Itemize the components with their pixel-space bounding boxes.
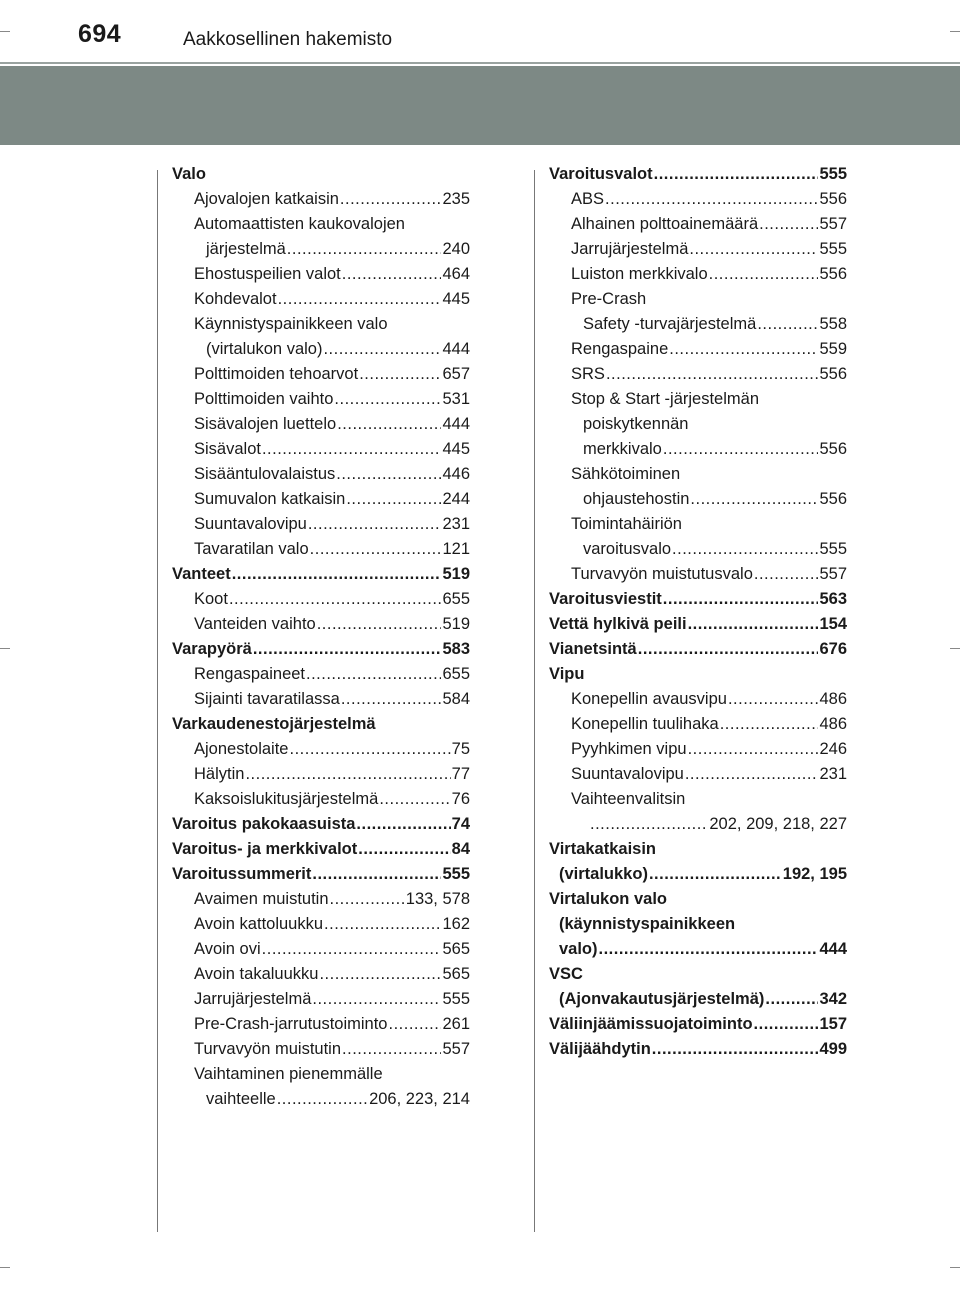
entry-term: (Ajonvakautusjärjestelmä)	[559, 990, 765, 1008]
entry-term: Pre-Crash	[571, 290, 647, 308]
dot-leader	[663, 437, 819, 462]
index-entry	[549, 887, 847, 912]
dot-leader	[324, 912, 441, 937]
entry-term: ohjaustehostin	[583, 490, 690, 508]
dot-leader	[757, 312, 818, 337]
index-entry	[172, 712, 470, 737]
entry-page: 556	[819, 265, 847, 283]
index-column-left	[172, 162, 470, 1112]
entry-page: 531	[442, 390, 470, 408]
entry-page: 557	[442, 1040, 470, 1058]
entry-term: Varoitussummerit	[172, 865, 312, 883]
index-entry	[549, 187, 847, 212]
entry-term: Virtakatkaisin	[549, 840, 657, 858]
entry-page: 445	[442, 290, 470, 308]
index-entry	[549, 437, 847, 462]
entry-term: Rengaspaine	[571, 340, 669, 358]
entry-term: Toimintahäiriön	[571, 515, 682, 533]
index-entry	[549, 937, 847, 962]
entry-page: 555	[819, 540, 847, 558]
index-entry	[172, 462, 470, 487]
dot-leader	[765, 987, 818, 1012]
dot-leader	[262, 437, 442, 462]
header-band	[0, 66, 960, 145]
entry-term: Vanteet	[172, 565, 231, 583]
dot-leader	[638, 637, 819, 662]
index-entry	[549, 787, 847, 812]
dot-leader	[652, 1037, 819, 1062]
dot-leader	[346, 487, 441, 512]
index-entry	[172, 862, 470, 887]
crop-mark	[950, 1267, 960, 1268]
index-entry	[549, 1037, 847, 1062]
entry-page: 563	[819, 590, 847, 608]
entry-term: Avoin takaluukku	[194, 965, 319, 983]
dot-leader	[688, 737, 819, 762]
index-entry	[549, 487, 847, 512]
dot-leader	[278, 287, 442, 312]
dot-leader	[605, 187, 818, 212]
entry-page: 555	[819, 165, 847, 183]
crop-mark	[950, 31, 960, 32]
entry-page: 75	[451, 740, 470, 758]
index-entry	[172, 237, 470, 262]
entry-page: 655	[442, 665, 470, 683]
entry-term: Varapyörä	[172, 640, 252, 658]
index-entry	[549, 687, 847, 712]
index-entry	[549, 662, 847, 687]
entry-term: Ajovalojen katkaisin	[194, 190, 339, 208]
entry-term: Ajonestolaite	[194, 740, 289, 758]
dot-leader	[606, 362, 819, 387]
entry-page: 565	[442, 940, 470, 958]
dot-leader	[308, 512, 442, 537]
index-entry	[172, 1037, 470, 1062]
entry-page: 556	[819, 440, 847, 458]
dot-leader	[340, 187, 442, 212]
index-entry	[549, 362, 847, 387]
entry-term: Kaksoislukitusjärjestelmä	[194, 790, 379, 808]
entry-page: 446	[442, 465, 470, 483]
dot-leader	[312, 987, 441, 1012]
index-entry	[172, 737, 470, 762]
entry-page: 121	[442, 540, 470, 558]
index-entry	[172, 362, 470, 387]
entry-term: Konepellin avausvipu	[571, 690, 727, 708]
entry-term: ABS	[571, 190, 605, 208]
entry-term: Vettä hylkivä peili	[549, 615, 687, 633]
index-entry	[172, 1012, 470, 1037]
entry-page: 133, 578	[405, 890, 470, 908]
index-entry	[549, 562, 847, 587]
entry-term: Sumuvalon katkaisin	[194, 490, 346, 508]
index-entry	[172, 262, 470, 287]
dot-leader	[688, 612, 819, 637]
entry-page: 557	[819, 215, 847, 233]
entry-term: Jarrujärjestelmä	[194, 990, 312, 1008]
dot-leader	[685, 762, 819, 787]
entry-page: 559	[819, 340, 847, 358]
crop-mark	[0, 648, 10, 649]
entry-term: merkkivalo	[583, 440, 662, 458]
index-entry	[172, 337, 470, 362]
entry-term: VSC	[549, 965, 583, 983]
index-entry	[172, 762, 470, 787]
entry-term: Rengaspaineet	[194, 665, 306, 683]
entry-term: Avoin ovi	[194, 940, 261, 958]
index-entry	[172, 912, 470, 937]
entry-term: järjestelmä	[206, 240, 286, 258]
dot-leader	[334, 387, 441, 412]
entry-term: (virtalukon valo)	[206, 340, 323, 358]
entry-term: Alhainen polttoainemäärä	[571, 215, 759, 233]
index-entry	[549, 287, 847, 312]
index-entry	[172, 987, 470, 1012]
entry-page: 676	[819, 640, 847, 658]
index-entry	[549, 587, 847, 612]
section-title: Aakkosellinen hakemisto	[183, 29, 393, 50]
dot-leader	[358, 837, 450, 862]
entry-term: Pre-Crash-jarrutustoiminto	[194, 1015, 388, 1033]
dot-leader	[245, 762, 450, 787]
entry-page: 556	[819, 190, 847, 208]
index-entry	[172, 212, 470, 237]
entry-term: Sisävalot	[194, 440, 261, 458]
dot-leader	[341, 687, 442, 712]
entry-term: Väliinjäämissuojatoiminto	[549, 1015, 753, 1033]
dot-leader	[672, 537, 818, 562]
entry-term: Safety -turvajärjestelmä	[583, 315, 757, 333]
entry-page: 240	[442, 240, 470, 258]
entry-page: 244	[442, 490, 470, 508]
index-entry	[549, 962, 847, 987]
index-entry	[549, 837, 847, 862]
entry-term: Virtalukon valo	[549, 890, 667, 908]
index-entry	[172, 287, 470, 312]
entry-term: Sijainti tavaratilassa	[194, 690, 340, 708]
entry-term: Automaattisten kaukovalojen	[194, 215, 405, 233]
dot-leader	[289, 737, 450, 762]
index-entry	[172, 537, 470, 562]
index-entry	[172, 937, 470, 962]
entry-term: Varkaudenestojärjestelmä	[172, 715, 376, 733]
index-entry	[549, 812, 847, 837]
entry-page: 77	[451, 765, 470, 783]
entry-page: 231	[819, 765, 847, 783]
dot-leader	[253, 637, 442, 662]
entry-page: 486	[819, 715, 847, 733]
entry-page: 584	[442, 690, 470, 708]
dot-leader	[312, 862, 441, 887]
index-column-right	[549, 162, 847, 1062]
entry-page: 76	[451, 790, 470, 808]
dot-leader	[317, 612, 442, 637]
dot-leader	[330, 887, 405, 912]
entry-term: Avoin kattoluukku	[194, 915, 324, 933]
entry-term: Vianetsintä	[549, 640, 637, 658]
index-entry	[172, 612, 470, 637]
index-entry	[549, 337, 847, 362]
dot-leader	[342, 262, 442, 287]
index-entry	[172, 1062, 470, 1087]
entry-term: Hälytin	[194, 765, 245, 783]
index-entry	[549, 537, 847, 562]
entry-term: Polttimoiden vaihto	[194, 390, 334, 408]
entry-term: Vipu	[549, 665, 585, 683]
entry-page: 558	[819, 315, 847, 333]
index-entry	[172, 962, 470, 987]
index-entry	[172, 487, 470, 512]
dot-leader	[336, 462, 441, 487]
index-entry	[172, 887, 470, 912]
dot-leader	[590, 812, 708, 837]
entry-term: Varoitusviestit	[549, 590, 662, 608]
dot-leader	[319, 962, 441, 987]
entry-term: Konepellin tuulihaka	[571, 715, 719, 733]
index-entry	[549, 762, 847, 787]
entry-term: (käynnistyspainikkeen	[559, 915, 736, 933]
entry-page: 657	[442, 365, 470, 383]
entry-term: SRS	[571, 365, 605, 383]
dot-leader	[720, 712, 819, 737]
index-entry	[172, 812, 470, 837]
entry-page: 655	[442, 590, 470, 608]
index-entry	[549, 1012, 847, 1037]
entry-term: Vaihtaminen pienemmälle	[194, 1065, 383, 1083]
left-column-rule	[157, 170, 158, 1232]
entry-term: Varoitus- ja merkkivalot	[172, 840, 358, 858]
dot-leader	[287, 237, 442, 262]
entry-term: Luiston merkkivalo	[571, 265, 708, 283]
entry-page: 583	[442, 640, 470, 658]
entry-term: Sisääntulovalaistus	[194, 465, 336, 483]
dot-leader	[759, 212, 818, 237]
dot-leader	[323, 337, 441, 362]
index-entry	[172, 412, 470, 437]
index-entry	[549, 237, 847, 262]
dot-leader	[728, 687, 819, 712]
entry-page: 231	[442, 515, 470, 533]
entry-term: Stop & Start -järjestelmän	[571, 390, 759, 408]
dot-leader	[356, 812, 450, 837]
page-number: 694	[78, 20, 122, 48]
entry-page: 162	[442, 915, 470, 933]
index-entry	[549, 637, 847, 662]
index-entry	[549, 162, 847, 187]
index-entry	[172, 637, 470, 662]
entry-term: Koot	[194, 590, 228, 608]
index-entry	[172, 562, 470, 587]
entry-term: Avaimen muistutin	[194, 890, 329, 908]
dot-leader	[342, 1037, 441, 1062]
entry-term: Välijäähdytin	[549, 1040, 651, 1058]
entry-term: Suuntavalovipu	[571, 765, 684, 783]
entry-term: Polttimoiden tehoarvot	[194, 365, 359, 383]
entry-page: 235	[442, 190, 470, 208]
index-entry	[172, 587, 470, 612]
dot-leader	[229, 587, 442, 612]
dot-leader	[754, 562, 819, 587]
index-entry	[172, 187, 470, 212]
index-entry	[172, 162, 470, 187]
entry-page: 192, 195	[782, 865, 847, 883]
entry-page: 555	[819, 240, 847, 258]
entry-page: 157	[819, 1015, 847, 1033]
entry-page: 519	[442, 615, 470, 633]
index-entry	[172, 787, 470, 812]
index-entry	[549, 212, 847, 237]
index-entry	[172, 662, 470, 687]
entry-page: 154	[819, 615, 847, 633]
entry-term: Sisävalojen luettelo	[194, 415, 337, 433]
entry-term: Sähkötoiminen	[571, 465, 681, 483]
entry-term: (virtalukko)	[559, 865, 648, 883]
entry-term: Jarrujärjestelmä	[571, 240, 689, 258]
entry-page: 555	[442, 990, 470, 1008]
entry-term: poiskytkennän	[583, 415, 689, 433]
entry-term: varoitusvalo	[583, 540, 672, 558]
dot-leader	[379, 787, 450, 812]
entry-page: 519	[442, 565, 470, 583]
entry-term: Pyyhkimen vipu	[571, 740, 687, 758]
dot-leader	[654, 162, 819, 187]
entry-term: valo)	[559, 940, 598, 958]
index-entry	[549, 512, 847, 537]
index-entry	[172, 1087, 470, 1112]
dot-leader	[310, 537, 442, 562]
index-entry	[549, 712, 847, 737]
index-entry	[172, 312, 470, 337]
crop-mark	[0, 1267, 10, 1268]
entry-page: 556	[819, 365, 847, 383]
crop-mark	[950, 648, 960, 649]
entry-page: 556	[819, 490, 847, 508]
entry-page: 342	[819, 990, 847, 1008]
dot-leader	[690, 487, 818, 512]
index-entry	[549, 312, 847, 337]
entry-page: 557	[819, 565, 847, 583]
page-header	[0, 0, 960, 62]
dot-leader	[689, 237, 818, 262]
index-entry	[549, 862, 847, 887]
entry-page: 261	[442, 1015, 470, 1033]
entry-page: 206, 223, 214	[369, 1090, 470, 1108]
dot-leader	[262, 937, 442, 962]
index-entry	[549, 412, 847, 437]
entry-page: 486	[819, 690, 847, 708]
index-entry	[549, 912, 847, 937]
index-entry	[549, 987, 847, 1012]
dot-leader	[663, 587, 819, 612]
entry-page: 74	[451, 815, 470, 833]
entry-term: Suuntavalovipu	[194, 515, 307, 533]
entry-term: Turvavyön muistutusvalo	[571, 565, 753, 583]
entry-term: Vaihteenvalitsin	[571, 790, 686, 808]
entry-term: Tavaratilan valo	[194, 540, 309, 558]
index-entry	[172, 512, 470, 537]
entry-term: Vanteiden vaihto	[194, 615, 316, 633]
index-entry	[172, 837, 470, 862]
right-column-rule	[534, 170, 535, 1232]
entry-page: 444	[819, 940, 847, 958]
entry-page: 555	[442, 865, 470, 883]
entry-term: Käynnistyspainikkeen valo	[194, 315, 388, 333]
dot-leader	[306, 662, 441, 687]
dot-leader	[277, 1087, 368, 1112]
dot-leader	[599, 937, 819, 962]
dot-leader	[359, 362, 441, 387]
index-entry	[172, 687, 470, 712]
index-entry	[549, 462, 847, 487]
dot-leader	[754, 1012, 819, 1037]
entry-term: Ehostuspeilien valot	[194, 265, 341, 283]
entry-page: 464	[442, 265, 470, 283]
index-entry	[549, 262, 847, 287]
dot-leader	[388, 1012, 441, 1037]
dot-leader	[669, 337, 818, 362]
crop-mark	[0, 31, 10, 32]
entry-page: 445	[442, 440, 470, 458]
index-entry	[549, 387, 847, 412]
dot-leader	[337, 412, 441, 437]
header-rule	[0, 62, 960, 64]
index-entry	[172, 437, 470, 462]
entry-term: Valo	[172, 165, 206, 183]
entry-term: Varoitus pakokaasuista	[172, 815, 356, 833]
entry-page: 565	[442, 965, 470, 983]
entry-page: 444	[442, 415, 470, 433]
entry-page: 202, 209, 218, 227	[709, 815, 847, 833]
entry-term: Turvavyön muistutin	[194, 1040, 342, 1058]
dot-leader	[649, 862, 782, 887]
index-entry	[549, 737, 847, 762]
index-entry	[549, 612, 847, 637]
index-entry	[172, 387, 470, 412]
dot-leader	[232, 562, 442, 587]
entry-term: vaihteelle	[206, 1090, 276, 1108]
entry-page: 246	[819, 740, 847, 758]
entry-term: Kohdevalot	[194, 290, 277, 308]
entry-page: 84	[451, 840, 470, 858]
entry-term: Varoitusvalot	[549, 165, 653, 183]
dot-leader	[709, 262, 819, 287]
entry-page: 444	[442, 340, 470, 358]
entry-page: 499	[819, 1040, 847, 1058]
